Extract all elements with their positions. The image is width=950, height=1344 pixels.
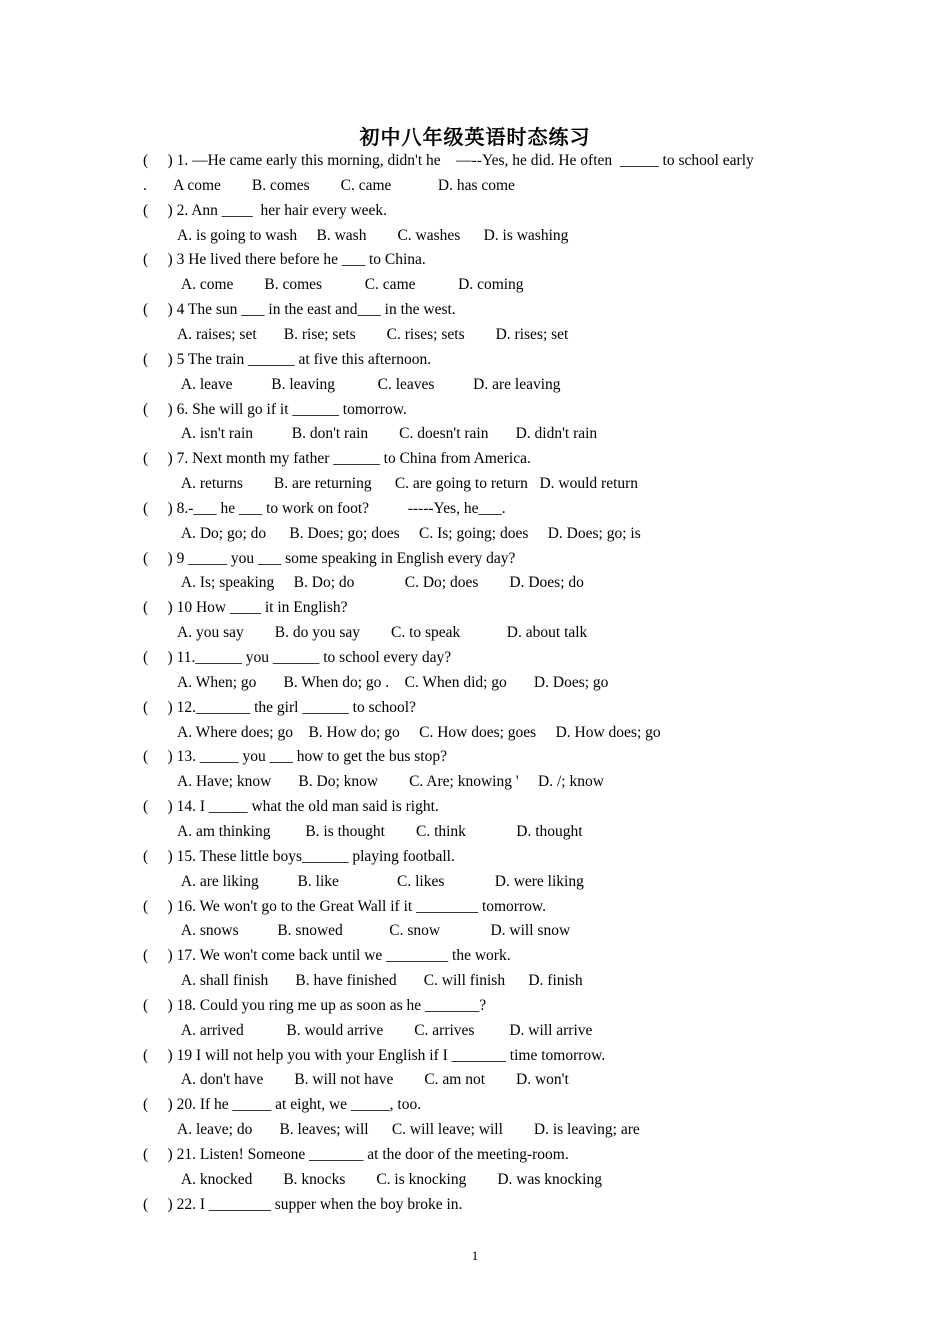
options-line: A. you say B. do you say C. to speak D. about talk [143,624,588,642]
question-line: ( ) 21. Listen! Someone _______ at the door of the meeting-room. [143,1146,569,1163]
options-line: A. Is; speaking B. Do; do C. Do; does D. Does; do [143,574,584,592]
question-line: ( ) 2. Ann ____ her hair every week. [143,201,388,219]
options-line: A. isn't rain B. don't rain C. doesn't rain D. didn't rain [143,425,598,443]
options-line: A. Do; go; do B. Does; go; does C. Is; going; does D. Does; go; is [143,524,641,542]
question-line: ( ) 12._______ the girl ______ to school? [143,698,416,716]
options-line: A. shall finish B. have finished C. will finish D. finish [143,972,583,990]
options-line: A. leave; do B. leaves; will C. will leave; will D. is leaving; are [143,1121,640,1139]
question-line: ( ) 13. _____ you ___ how to get the bus stop? [143,748,447,766]
options-line: A. returns B. are returning C. are going to return D. would return [143,475,639,493]
options-line: A. snows B. snowed C. snow D. will snow [143,922,571,940]
question-line: ( ) 22. I ________ supper when the boy broke in. [143,1195,463,1213]
question-line: ( ) 9 _____ you ___ some speaking in English every day? [143,549,516,567]
options-line: A. is going to wash B. wash C. washes D. is washing [143,226,569,244]
options-line: A. arrived B. would arrive C. arrives D. will arrive [143,1021,593,1039]
question-line: ( ) 10 How ____ it in English? [143,599,348,617]
page-title: 初中八年级英语时态练习 [359,125,591,149]
options-line: A. When; go B. When do; go . C. When did; go D. Does; go [143,673,609,691]
question-line: ( ) 8.-___ he ___ to work on foot? -----Yes, he___. [143,499,506,517]
question-line: ( ) 4 The sun ___ in the east and___ in the west. [143,301,456,319]
options-line: A. knocked B. knocks C. is knocking D. was knocking [143,1170,602,1188]
options-line: A. Have; know B. Do; know C. Are; knowing ' D. /; know [143,773,604,791]
options-line: A. come B. comes C. came D. coming [143,276,524,294]
question-line: ( ) 11.______ you ______ to school every day? [143,649,452,666]
question-line: ( ) 6. She will go if it ______ tomorrow. [143,400,407,418]
question-line: ( ) 18. Could you ring me up as soon as he _______? [143,996,487,1014]
question-line: ( ) 3 He lived there before he ___ to China. [143,251,426,269]
question-line: ( ) 1. —He came early this morning, didn't he —--Yes, he did. He often _____ to school early [143,152,754,169]
question-line: ( ) 7. Next month my father ______ to China from America. [143,450,531,468]
options-line: . A come B. comes C. came D. has come [143,176,515,194]
options-line: A. raises; set B. rise; sets C. rises; sets D. rises; set [143,325,569,343]
options-line: A. leave B. leaving C. leaves D. are leaving [143,375,561,393]
question-line: ( ) 17. We won't come back until we ________ the work. [143,947,511,965]
question-line: ( ) 15. These little boys______ playing football. [143,847,455,865]
question-line: ( ) 5 The train ______ at five this afternoon. [143,350,432,368]
options-line: A. are liking B. like C. likes D. were liking [143,872,584,890]
question-line: ( ) 19 I will not help you with your English if I _______ time tomorrow. [143,1046,606,1064]
options-line: A. am thinking B. is thought C. think D. thought [143,822,583,840]
options-line: A. Where does; go B. How do; go C. How does; goes D. How does; go [143,723,661,741]
page-number: 1 [471,1248,479,1263]
question-line: ( ) 20. If he _____ at eight, we _____, too. [143,1096,422,1114]
options-line: A. don't have B. will not have C. am not D. won't [143,1071,569,1089]
question-line: ( ) 16. We won't go to the Great Wall if it ________ tomorrow. [143,897,546,915]
question-line: ( ) 14. I _____ what the old man said is right. [143,798,439,816]
